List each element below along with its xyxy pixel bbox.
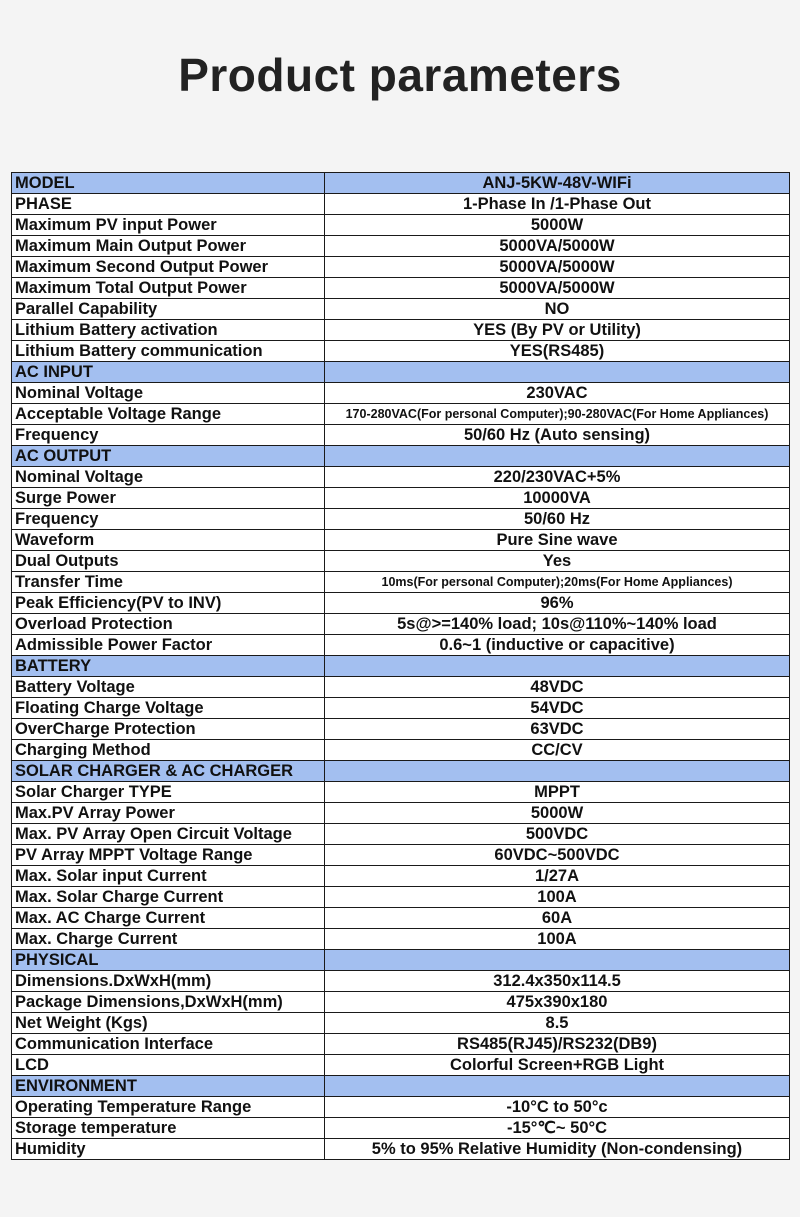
parameter-row: [12, 1118, 790, 1139]
parameter-label: Nominal Voltage: [12, 467, 325, 488]
section-title: PHYSICAL: [12, 950, 325, 971]
parameter-value: 5000VA/5000W: [325, 236, 790, 257]
section-spacer-cell: [325, 761, 790, 782]
section-header-row: [12, 362, 790, 383]
section-title: AC OUTPUT: [12, 446, 325, 467]
parameter-value: 96%: [325, 593, 790, 614]
parameter-value: 1/27A: [325, 866, 790, 887]
parameter-label: Package Dimensions,DxWxH(mm): [12, 992, 325, 1013]
parameter-label: Net Weight (Kgs): [12, 1013, 325, 1034]
parameter-label: Max. AC Charge Current: [12, 908, 325, 929]
parameter-row: [12, 740, 790, 761]
section-title: SOLAR CHARGER & AC CHARGER: [12, 761, 325, 782]
parameter-value: -10°C to 50°c: [325, 1097, 790, 1118]
section-header-row: [12, 950, 790, 971]
parameter-label: Frequency: [12, 509, 325, 530]
parameter-label: Maximum PV input Power: [12, 215, 325, 236]
parameter-value: 5000W: [325, 215, 790, 236]
parameter-row: [12, 782, 790, 803]
parameter-label: Nominal Voltage: [12, 383, 325, 404]
parameter-label: Dimensions.DxWxH(mm): [12, 971, 325, 992]
section-title: BATTERY: [12, 656, 325, 677]
parameters-table-body: [12, 173, 790, 1160]
parameter-row: [12, 467, 790, 488]
parameter-row: [12, 803, 790, 824]
parameter-row: [12, 278, 790, 299]
parameter-row: [12, 572, 790, 593]
section-spacer-cell: [325, 656, 790, 677]
parameter-label: OverCharge Protection: [12, 719, 325, 740]
page-title: Product parameters: [178, 49, 622, 101]
parameter-value: YES (By PV or Utility): [325, 320, 790, 341]
parameter-label: Maximum Main Output Power: [12, 236, 325, 257]
parameter-value: 100A: [325, 887, 790, 908]
parameter-row: [12, 992, 790, 1013]
parameter-value: 100A: [325, 929, 790, 950]
parameter-label: LCD: [12, 1055, 325, 1076]
parameter-label: Communication Interface: [12, 1034, 325, 1055]
parameter-label: Floating Charge Voltage: [12, 698, 325, 719]
parameter-label: Waveform: [12, 530, 325, 551]
parameter-value: 54VDC: [325, 698, 790, 719]
parameter-label: Max. Charge Current: [12, 929, 325, 950]
parameter-value: 60A: [325, 908, 790, 929]
parameter-value: 0.6~1 (inductive or capacitive): [325, 635, 790, 656]
parameter-label: Charging Method: [12, 740, 325, 761]
parameter-row: [12, 593, 790, 614]
parameter-row: [12, 1013, 790, 1034]
section-header-row: [12, 761, 790, 782]
parameter-value: 5000VA/5000W: [325, 257, 790, 278]
parameter-row: [12, 425, 790, 446]
parameter-label: Peak Efficiency(PV to INV): [12, 593, 325, 614]
parameter-label: Admissible Power Factor: [12, 635, 325, 656]
parameter-label: PV Array MPPT Voltage Range: [12, 845, 325, 866]
parameter-row: [12, 845, 790, 866]
parameter-value: Pure Sine wave: [325, 530, 790, 551]
parameter-value: 5000W: [325, 803, 790, 824]
parameter-label: Solar Charger TYPE: [12, 782, 325, 803]
parameter-row: [12, 614, 790, 635]
parameter-row: [12, 698, 790, 719]
product-parameters-table: [11, 172, 790, 1160]
parameter-label: Max. PV Array Open Circuit Voltage: [12, 824, 325, 845]
parameter-value: MPPT: [325, 782, 790, 803]
parameter-value: 50/60 Hz: [325, 509, 790, 530]
parameter-label: Storage temperature: [12, 1118, 325, 1139]
parameter-row: [12, 635, 790, 656]
parameter-label: Transfer Time: [12, 572, 325, 593]
parameter-value: -15°℃~ 50°C: [325, 1118, 790, 1139]
parameter-label: Lithium Battery communication: [12, 341, 325, 362]
parameter-row: [12, 908, 790, 929]
parameter-label: Frequency: [12, 425, 325, 446]
parameter-label: Acceptable Voltage Range: [12, 404, 325, 425]
parameter-row: [12, 215, 790, 236]
section-spacer-cell: [325, 446, 790, 467]
parameter-row: [12, 509, 790, 530]
parameter-label: Overload Protection: [12, 614, 325, 635]
parameter-row: [12, 887, 790, 908]
parameter-row: [12, 383, 790, 404]
parameter-row: [12, 929, 790, 950]
section-title: ENVIRONMENT: [12, 1076, 325, 1097]
parameter-value: YES(RS485): [325, 341, 790, 362]
parameter-row: [12, 1034, 790, 1055]
parameter-value: 8.5: [325, 1013, 790, 1034]
parameter-value: 5000VA/5000W: [325, 278, 790, 299]
parameter-value: 60VDC~500VDC: [325, 845, 790, 866]
section-title: AC INPUT: [12, 362, 325, 383]
parameter-row: [12, 257, 790, 278]
parameter-row: [12, 530, 790, 551]
parameter-value: 170-280VAC(For personal Computer);90-280VAC(For Home Appliances): [325, 404, 790, 425]
section-header-row: [12, 656, 790, 677]
parameter-label: Maximum Total Output Power: [12, 278, 325, 299]
parameter-row: [12, 488, 790, 509]
parameter-value: 5s@>=140% load; 10s@110%~140% load: [325, 614, 790, 635]
parameter-row: [12, 1055, 790, 1076]
parameter-row: [12, 299, 790, 320]
parameter-row: [12, 1097, 790, 1118]
parameter-row: [12, 341, 790, 362]
parameter-row: [12, 194, 790, 215]
parameter-label: Maximum Second Output Power: [12, 257, 325, 278]
parameter-row: [12, 866, 790, 887]
parameter-value: 220/230VAC+5%: [325, 467, 790, 488]
parameter-label: MODEL: [12, 173, 325, 194]
parameter-label: Battery Voltage: [12, 677, 325, 698]
section-spacer-cell: [325, 1076, 790, 1097]
parameter-row: [12, 971, 790, 992]
parameter-value: ANJ-5KW-48V-WIFi: [325, 173, 790, 194]
parameter-value: 230VAC: [325, 383, 790, 404]
parameter-value: 10000VA: [325, 488, 790, 509]
parameter-label: Max. Solar Charge Current: [12, 887, 325, 908]
parameter-value: NO: [325, 299, 790, 320]
parameter-row: [12, 551, 790, 572]
parameter-row: [12, 677, 790, 698]
parameter-label: Dual Outputs: [12, 551, 325, 572]
parameter-value: 500VDC: [325, 824, 790, 845]
section-header-row: [12, 446, 790, 467]
parameter-label: Surge Power: [12, 488, 325, 509]
parameter-value: 10ms(For personal Computer);20ms(For Home Appliances): [325, 572, 790, 593]
parameter-value: 63VDC: [325, 719, 790, 740]
parameter-row: [12, 320, 790, 341]
parameter-value: 48VDC: [325, 677, 790, 698]
parameter-label: Max. Solar input Current: [12, 866, 325, 887]
parameter-label: Parallel Capability: [12, 299, 325, 320]
parameter-row: [12, 824, 790, 845]
parameter-label: Humidity: [12, 1139, 325, 1160]
parameter-value: RS485(RJ45)/RS232(DB9): [325, 1034, 790, 1055]
parameter-value: 5% to 95% Relative Humidity (Non-condensing): [325, 1139, 790, 1160]
parameter-label: Operating Temperature Range: [12, 1097, 325, 1118]
parameter-row: [12, 404, 790, 425]
section-spacer-cell: [325, 362, 790, 383]
section-header-row: [12, 1076, 790, 1097]
parameter-value: 1-Phase In /1-Phase Out: [325, 194, 790, 215]
parameter-label: PHASE: [12, 194, 325, 215]
parameter-value: CC/CV: [325, 740, 790, 761]
parameter-value: 50/60 Hz (Auto sensing): [325, 425, 790, 446]
parameter-label: Lithium Battery activation: [12, 320, 325, 341]
parameter-row: [12, 1139, 790, 1160]
parameter-value: 475x390x180: [325, 992, 790, 1013]
parameter-value: 312.4x350x114.5: [325, 971, 790, 992]
parameter-row: [12, 719, 790, 740]
parameter-row: [12, 236, 790, 257]
parameter-label: Max.PV Array Power: [12, 803, 325, 824]
parameter-value: Yes: [325, 551, 790, 572]
parameter-value: Colorful Screen+RGB Light: [325, 1055, 790, 1076]
section-spacer-cell: [325, 950, 790, 971]
model-row: [12, 173, 790, 194]
